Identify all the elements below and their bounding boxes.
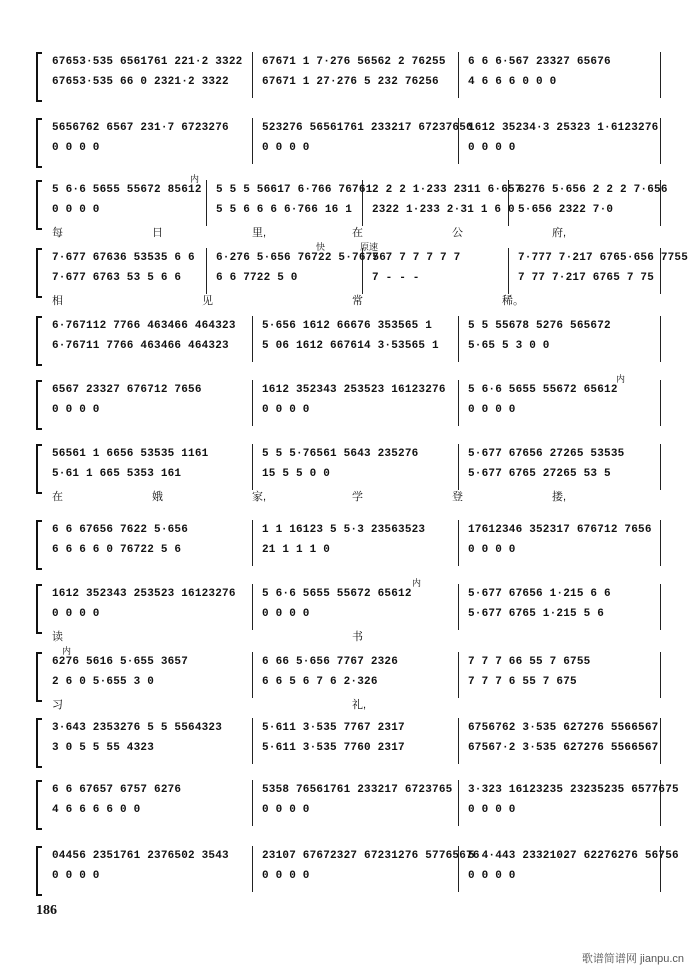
upper-voice-measures: 04456 2351761 2376502 3543 [52,850,229,862]
lower-voice-measures: 7 77 7·217 6765 7 75 [518,272,655,284]
upper-voice-measures: 3·643 2353276 5 5 5564323 [52,722,223,734]
barline [458,520,459,566]
barline [660,52,661,98]
system-bracket [36,846,42,896]
lower-voice-measures: 5·611 3·535 7760 2317 [262,742,405,754]
upper-voice-measures: 5 6·6 5655 55672 65612 [262,588,412,600]
barline [458,718,459,764]
system-bracket [36,718,42,768]
upper-voice-measures: 6276 5616 5·655 3657 [52,656,189,668]
barline [458,584,459,630]
barline [660,652,661,698]
lower-voice-measures: 0 0 0 0 [52,608,100,620]
barline [660,118,661,164]
upper-voice-measures: 6·767112 7766 463466 464323 [52,320,236,332]
barline [660,520,661,566]
lower-voice-measures: 21 1 1 1 0 [262,544,331,556]
system-bracket [36,780,42,830]
lyric: 在 [52,491,63,503]
lyric: 稀。 [502,295,524,307]
upper-voice-measures: 5·611 3·535 7767 2317 [262,722,405,734]
upper-voice-measures: 5 5 5 56617 6·766 76761 [216,184,373,196]
performance-mark: 内 [62,646,72,656]
system-bracket [36,118,42,168]
lower-voice-measures: 6 6 6 6 0 76722 5 6 [52,544,182,556]
lyric: 家, [252,491,267,503]
performance-mark: 内 [616,374,626,384]
lower-voice-measures: 0 0 0 0 [468,804,516,816]
upper-voice-measures: 6 6 6·567 23327 65676 [468,56,611,68]
lower-voice-measures: 0 0 0 0 [52,204,100,216]
upper-voice-measures: 6276 5·656 2 2 2 7·656 [518,184,668,196]
page-number: 186 [36,903,57,918]
lower-voice-measures: 0 0 0 0 [262,142,310,154]
upper-voice-measures: 67671 1 7·276 56562 2 76255 [262,56,446,68]
site-watermark: 歌谱简谱网 jianpu.cn [581,953,684,965]
lyric: 相 [52,295,63,307]
upper-voice-measures: 5·656 1612 66676 353565 1 [262,320,433,332]
upper-voice-measures: 1612 352343 253523 16123276 [52,588,236,600]
lyric: 书 [352,631,363,643]
lower-voice-measures: 6 6 7722 5 0 [216,272,298,284]
upper-voice-measures: 5 5 55678 5276 565672 [468,320,611,332]
barline [660,316,661,362]
barline [458,380,459,426]
barline [252,118,253,164]
lyric: 搂, [552,491,567,503]
lower-voice-measures: 6 6 5 6 7 6 2·326 [262,676,378,688]
lower-voice-measures: 0 0 0 0 [468,404,516,416]
lower-voice-measures: 2 6 0 5·655 3 0 [52,676,155,688]
upper-voice-measures: 6·276 5·656 76722 5·76756 [216,252,387,264]
upper-voice-measures: 7 7 7 66 55 7 6755 [468,656,591,668]
barline [252,584,253,630]
performance-mark: 内 [412,578,422,588]
barline [458,316,459,362]
lower-voice-measures: 4 6 6 6 6 0 0 [52,804,141,816]
lower-voice-measures: 2322 1·233 2·31 1 6 0 [372,204,515,216]
barline [458,652,459,698]
upper-voice-measures: 67653·535 6561761 221·2 3322 [52,56,243,68]
upper-voice-measures: 5·677 67656 27265 53535 [468,448,625,460]
system-bracket [36,380,42,430]
lower-voice-measures: 0 0 0 0 [468,870,516,882]
system-bracket [36,316,42,366]
upper-voice-measures: 56561 1 6656 53535 1161 [52,448,209,460]
upper-voice-measures: 1612 35234·3 25323 1·6123276 [468,122,659,134]
upper-voice-measures: 6567 23327 676712 7656 [52,384,202,396]
lyric: 每 [52,227,63,239]
upper-voice-measures: 6 66 5·656 7767 2326 [262,656,399,668]
upper-voice-measures: 7·777 7·217 6765·656 7755 [518,252,689,264]
lower-voice-measures: 7 - - - [372,272,420,284]
system-bracket [36,180,42,230]
lower-voice-measures: 5·656 2322 7·0 [518,204,614,216]
lyric: 习 [52,699,63,711]
lower-voice-measures: 0 0 0 0 [262,404,310,416]
upper-voice-measures: 5·677 67656 1·215 6 6 [468,588,611,600]
barline [458,444,459,490]
barline [508,248,509,294]
upper-voice-measures: 5 5 5·76561 5643 235276 [262,448,419,460]
upper-voice-measures: 5 6·6 5655 55672 65612 [468,384,618,396]
barline [660,718,661,764]
lyric: 礼, [352,699,367,711]
system-bracket [36,652,42,702]
upper-voice-measures: 523276 56561761 233217 67237656 [262,122,473,134]
lower-voice-measures: 5·677 6765 1·215 5 6 [468,608,605,620]
lyric: 登 [452,491,463,503]
lyric: 在 [352,227,363,239]
barline [252,380,253,426]
system-bracket [36,444,42,494]
upper-voice-measures: 6 6 67656 7622 5·656 [52,524,189,536]
lower-voice-measures: 0 0 0 0 [262,608,310,620]
lower-voice-measures: 5 06 1612 667614 3·53565 1 [262,340,439,352]
barline [458,52,459,98]
upper-voice-measures: 6756762 3·535 627276 5566567 [468,722,659,734]
lower-voice-measures: 7 7 7 6 55 7 675 [468,676,577,688]
lower-voice-measures: 67567·2 3·535 627276 5566567 [468,742,659,754]
upper-voice-measures: 2 2 2 1·233 2311 6·657 [372,184,522,196]
upper-voice-measures: 1 1 16123 5 5·3 23563523 [262,524,426,536]
barline [252,846,253,892]
lyric: 常 [352,295,363,307]
performance-mark: 快 [316,242,326,252]
system-bracket [36,584,42,634]
upper-voice-measures: 7 7 7 7 7 7 7 [372,252,461,264]
lower-voice-measures: 0 0 0 0 [262,870,310,882]
upper-voice-measures: 17612346 352317 676712 7656 [468,524,652,536]
lower-voice-measures: 6·76711 7766 463466 464323 [52,340,229,352]
lyric: 公 [452,227,463,239]
lower-voice-measures: 5 5 6 6 6 6·766 16 1 [216,204,353,216]
upper-voice-measures: 23107 67672327 67231276 57765676 [262,850,480,862]
barline [660,444,661,490]
lyric: 学 [352,491,363,503]
barline [252,444,253,490]
lyric: 里, [252,227,267,239]
lower-voice-measures: 0 0 0 0 [52,142,100,154]
barline [252,316,253,362]
performance-mark: 内 [190,174,200,184]
lower-voice-measures: 0 0 0 0 [52,404,100,416]
lower-voice-measures: 7·677 6763 53 5 6 6 [52,272,182,284]
upper-voice-measures: 5656762 6567 231·7 6723276 [52,122,229,134]
performance-mark: 原速 [360,242,379,252]
lyric: 读 [52,631,63,643]
barline [252,520,253,566]
upper-voice-measures: 7·677 67636 53535 6 6 [52,252,195,264]
barline [206,248,207,294]
upper-voice-measures: 1612 352343 253523 16123276 [262,384,446,396]
lower-voice-measures: 0 0 0 0 [468,544,516,556]
lower-voice-measures: 3 0 5 5 55 4323 [52,742,155,754]
system-bracket [36,52,42,102]
lower-voice-measures: 0 0 0 0 [52,870,100,882]
barline [252,652,253,698]
lyric: 见 [202,295,213,307]
lower-voice-measures: 67653·535 66 0 2321·2 3322 [52,76,229,88]
upper-voice-measures: 6 6 67657 6757 6276 [52,784,182,796]
lower-voice-measures: 15 5 5 0 0 [262,468,331,480]
barline [458,780,459,826]
lower-voice-measures: 5·677 6765 27265 53 5 [468,468,611,480]
barline [252,718,253,764]
barline [252,52,253,98]
upper-voice-measures: 3·323 16123235 23235235 6577675 [468,784,679,796]
system-bracket [36,520,42,570]
lyric: 府, [552,227,567,239]
lower-voice-measures: 4 6 6 6 0 0 0 [468,76,557,88]
upper-voice-measures: 5 4·443 23321027 62276276 56756 [468,850,679,862]
barline [252,780,253,826]
barline [660,380,661,426]
upper-voice-measures: 5358 76561761 233217 6723765 [262,784,453,796]
barline [206,180,207,226]
lower-voice-measures: 0 0 0 0 [468,142,516,154]
lower-voice-measures: 5·65 5 3 0 0 [468,340,550,352]
system-bracket [36,248,42,298]
lyric: 娥 [152,491,163,503]
lower-voice-measures: 5·61 1 665 5353 161 [52,468,182,480]
lyric: 日 [152,227,163,239]
upper-voice-measures: 5 6·6 5655 55672 85612 [52,184,202,196]
lower-voice-measures: 0 0 0 0 [262,804,310,816]
lower-voice-measures: 67671 1 27·276 5 232 76256 [262,76,439,88]
barline [660,584,661,630]
